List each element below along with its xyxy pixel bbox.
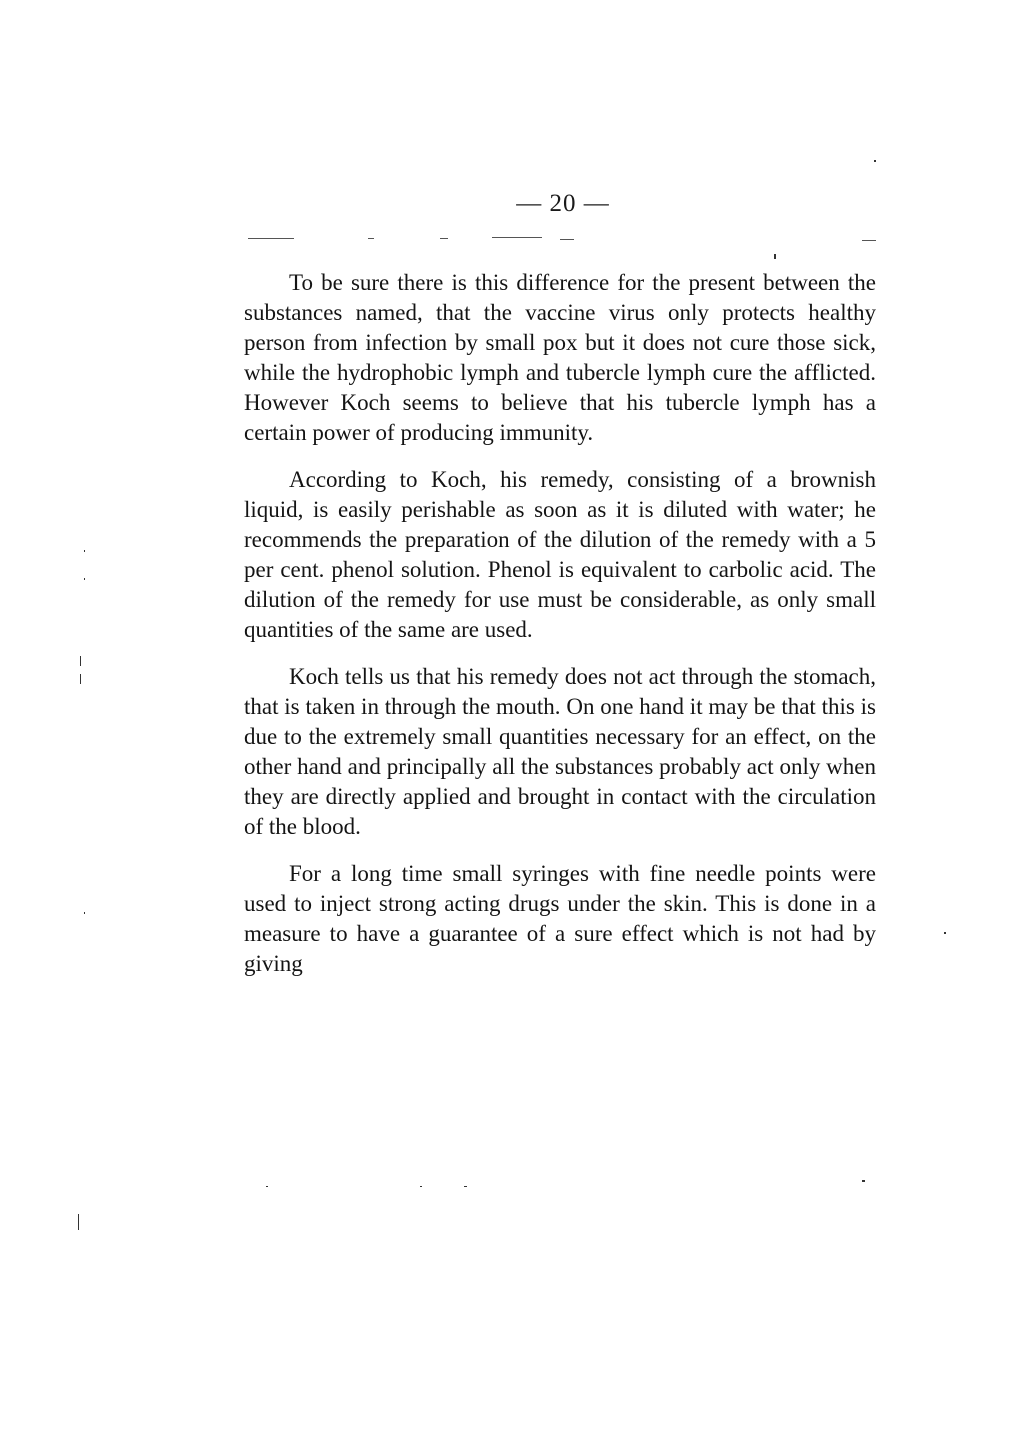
header-rule-fragment [560,239,574,240]
header-rule-fragment [492,237,542,238]
header-rule-fragment [368,238,374,239]
header-rule-fragment [862,240,876,241]
scan-speck [84,912,85,914]
paragraph: According to Koch, his remedy, consisting of a brownish liquid, is easily perishable as soon as it is diluted with water; he recommends the preparation of the dilution of the remedy with a 5 per cent. phenol solution. Phenol is equivalent to carbolic acid. The dilution of the remedy for use must be considerable, as only small quantities of the same are used. [244,467,876,642]
scan-speck [420,1186,422,1187]
scan-speck [84,550,85,552]
scan-speck [874,160,876,162]
scan-speck [944,932,946,934]
page-number [0,190,1018,218]
scan-speck [80,674,81,684]
scan-speck [80,656,81,666]
scan-speck [464,1186,467,1187]
page-number-text: — 20 — [516,190,610,217]
paragraph: Koch tells us that his remedy does not act through the stomach, that is taken in through the mouth. On one hand it may be that this is due to the extremely small quantities necessary for an effect, on the other hand and principally all the substances probably act only when they are directly applied and brought in contact with the circulation of the blood. [244,664,876,839]
scan-speck [266,1186,268,1187]
paragraph: To be sure there is this difference for the present between the substances named, that the vaccine virus only protects healthy person from infection by small pox but it does not cure those sick, while the hydrophobic lymph and tubercle lymph cure the afflicted. However Koch seems to believe that his tubercle lymph has a certain power of producing immunity. [244,270,876,445]
header-rule-fragment [440,238,448,239]
header-rule-fragment [248,238,294,239]
paragraph: For a long time small syringes with fine needle points were used to inject strong acting drugs under the skin. This is done in a measure to have a guarantee of a sure effect which is not had by giving [244,861,876,976]
scan-speck [78,1214,79,1230]
scan-speck [862,1180,865,1182]
scan-speck [774,254,776,259]
body-text [244,268,876,996]
scan-speck [84,578,85,580]
